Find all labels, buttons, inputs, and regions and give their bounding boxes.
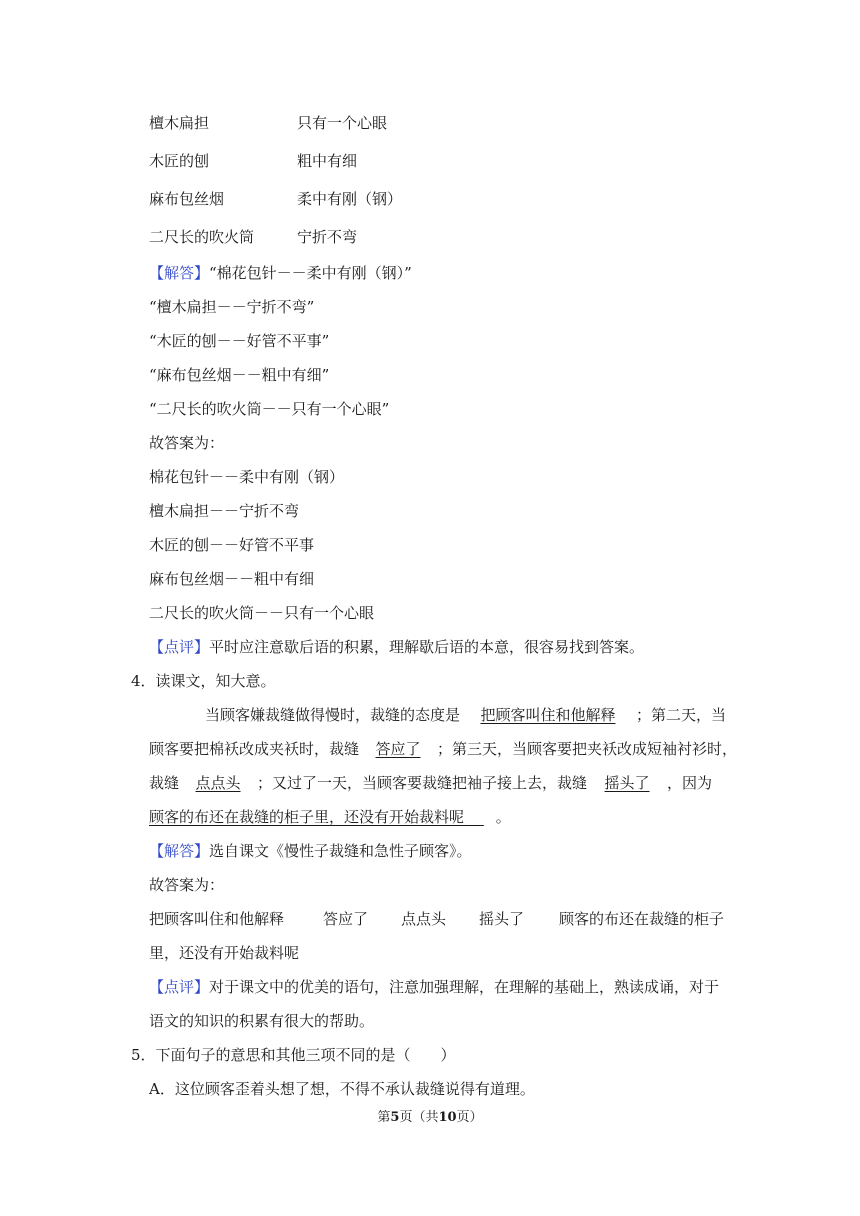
pair-right: 只有一个心眼 (297, 114, 388, 132)
passage-text: 当顾客嫌裁缝做得慢时，裁缝的态度是 (205, 706, 461, 724)
passage-line (149, 806, 511, 828)
answer-blank: 顾客的布还在裁缝的柜子里，还没有开始裁料呢 (149, 808, 465, 826)
final-answer-item: 点点头 (401, 910, 447, 928)
option-a: A．这位顾客歪着头想了想，不得不承认裁缝说得有道理。 (149, 1080, 535, 1098)
answer-line: “檀木扁担－－宁折不弯” (149, 298, 315, 316)
review-line (149, 636, 644, 658)
pair-right: 宁折不弯 (297, 228, 358, 246)
passage-text: ；第二天，当 (636, 706, 727, 724)
final-answer-label: 故答案为： (149, 434, 225, 452)
pair-row (149, 112, 649, 134)
review-tag: 【点评】 (149, 978, 210, 996)
pair-row (149, 150, 649, 172)
question-title: 5．下面句子的意思和其他三项不同的是（ ） (131, 1046, 456, 1064)
final-answer-item: 答应了 (323, 910, 369, 928)
answer-blank: 摇头了 (604, 774, 650, 792)
page-footer (0, 1109, 860, 1127)
answer-tag: 【解答】 (149, 264, 210, 282)
answer-tag: 【解答】 (149, 842, 210, 860)
final-answer-item: 把顾客叫住和他解释 (149, 910, 285, 928)
passage-text: ，因为 (667, 774, 713, 792)
pair-left: 檀木扁担 (149, 114, 210, 132)
review-line: 语文的知识的积累有很大的帮助。 (149, 1012, 375, 1030)
answer-blank: 把顾客叫住和他解释 (480, 706, 616, 724)
page-total: 10 (438, 1110, 457, 1125)
passage-line (149, 738, 737, 760)
passage-text: ；第三天，当顾客要把夹袄改成短袖衬衫时， (437, 740, 738, 758)
answer-blank: 答应了 (375, 740, 421, 758)
page-number: 5 (390, 1110, 400, 1125)
final-line: 棉花包针－－柔中有刚（钢） (149, 468, 345, 486)
answer-line (149, 840, 472, 862)
final-answer-cont: 里，还没有开始裁料呢 (149, 944, 300, 962)
final-answer-item: 顾客的布还在裁缝的柜子 (559, 910, 725, 928)
pair-row (149, 226, 649, 248)
footer-text: 第 (377, 1110, 391, 1125)
pair-left: 二尺长的吹火筒 (149, 228, 255, 246)
question-title: 4．读课文，知大意。 (131, 672, 276, 690)
footer-text: 页（共 (399, 1110, 439, 1125)
pair-right: 柔中有刚（钢） (297, 190, 403, 208)
final-answer-item: 摇头了 (479, 910, 525, 928)
final-line: 麻布包丝烟－－粗中有细 (149, 570, 315, 588)
footer-text: 页） (456, 1110, 483, 1125)
answer-line: “麻布包丝烟－－粗中有细” (149, 366, 330, 384)
pair-left: 木匠的刨 (149, 152, 210, 170)
passage-text: 顾客要把棉袄改成夹袄时，裁缝 (149, 740, 360, 758)
passage-line (149, 772, 712, 794)
final-answer-label: 故答案为： (149, 876, 225, 894)
answer-line: “二尺长的吹火筒－－只有一个心眼” (149, 400, 390, 418)
review-text: 对于课文中的优美的语句，注意加强理解，在理解的基础上，熟读成诵，对于 (209, 978, 720, 996)
passage-text: 裁缝 (149, 774, 180, 792)
answer-text: “棉花包针－－柔中有刚（钢）” (209, 264, 412, 282)
answer-blank: 点点头 (195, 774, 241, 792)
answer-line: “木匠的刨－－好管不平事” (149, 332, 330, 350)
final-line: 木匠的刨－－好管不平事 (149, 536, 315, 554)
review-line (149, 976, 719, 998)
review-tag: 【点评】 (149, 638, 210, 656)
final-line: 檀木扁担－－宁折不弯 (149, 502, 300, 520)
pair-left: 麻布包丝烟 (149, 190, 225, 208)
review-text: 平时应注意歇后语的积累，理解歇后语的本意，很容易找到答案。 (209, 638, 645, 656)
pair-row (149, 188, 649, 210)
passage-line (205, 704, 726, 726)
final-line: 二尺长的吹火筒－－只有一个心眼 (149, 604, 375, 622)
passage-text: 。 (495, 808, 511, 826)
passage-text: ；又过了一天，当顾客要裁缝把袖子接上去，裁缝 (257, 774, 588, 792)
pair-right: 粗中有细 (297, 152, 358, 170)
answer-line (149, 262, 412, 284)
answer-text: 选自课文《慢性子裁缝和急性子顾客》。 (209, 842, 472, 860)
